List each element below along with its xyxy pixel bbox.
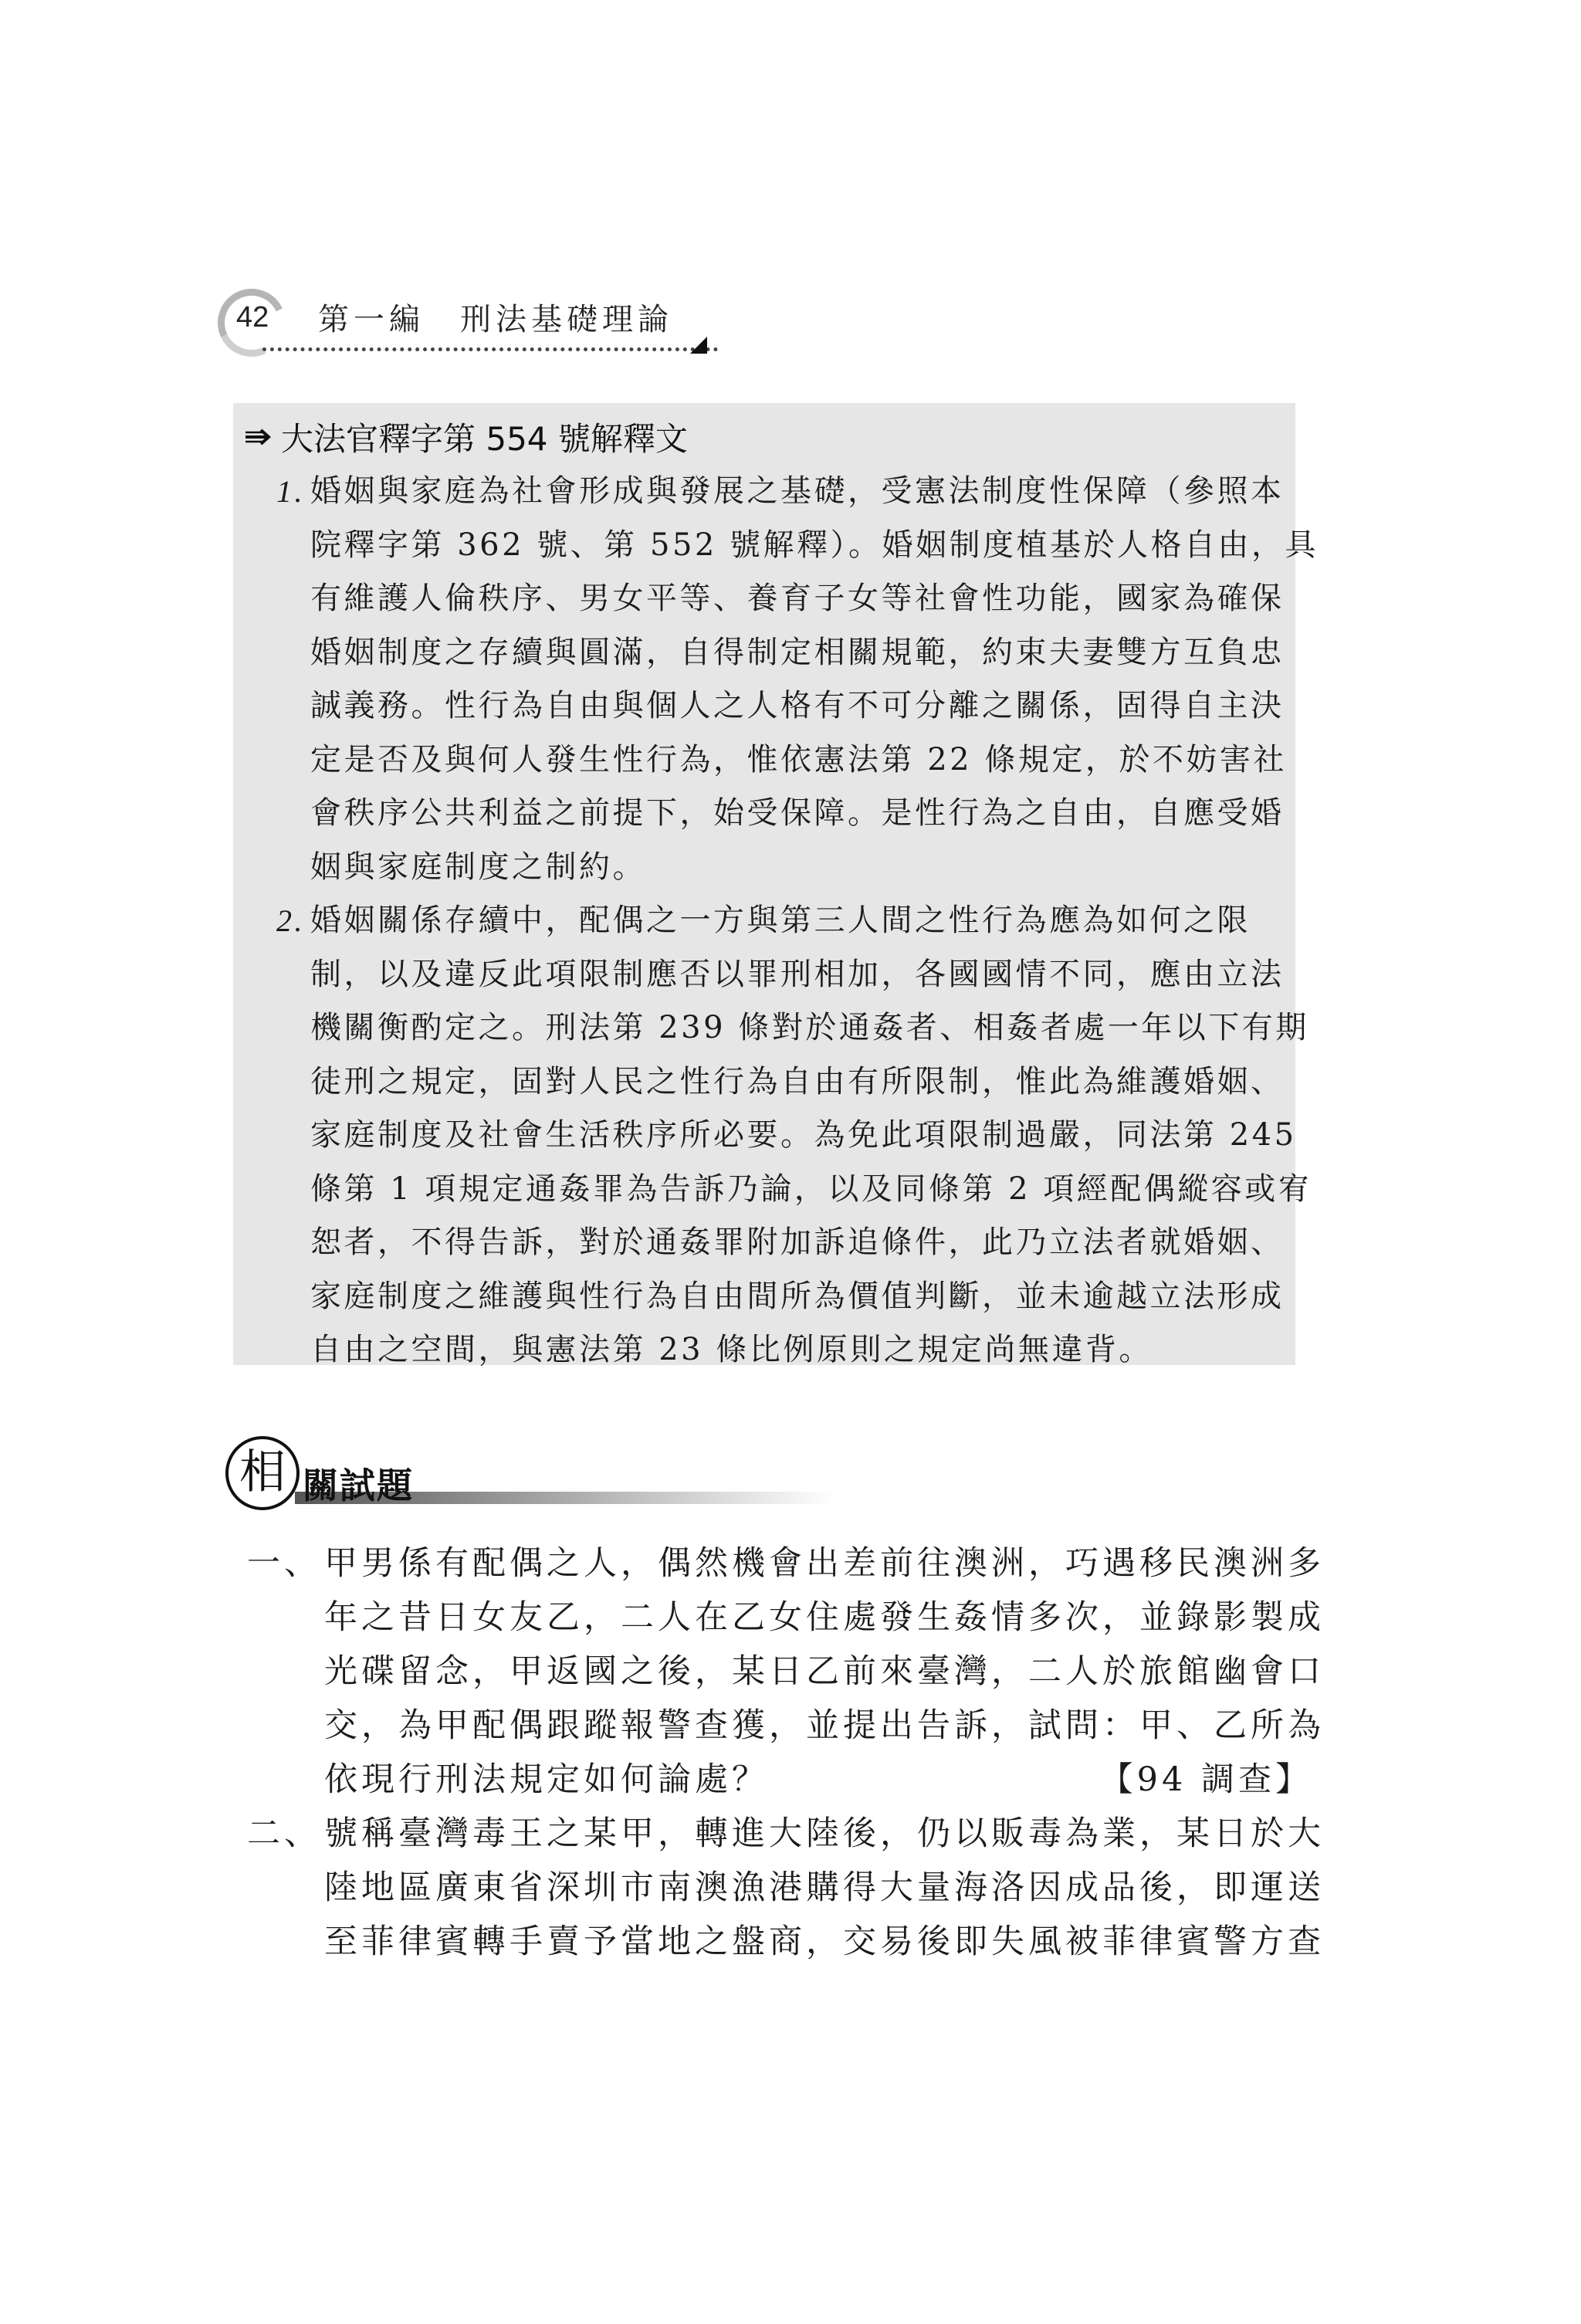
- box-item-line: 會秩序公共利益之前提下，始受保障。是性行為之自由，自應受婚: [310, 795, 1285, 831]
- box-title-text: 大法官釋字第 554 號解釋文: [281, 420, 688, 458]
- box-item-line: 定是否及與何人發生性行為，惟依憲法第 22 條規定，於不妨害社: [310, 741, 1287, 777]
- heading-circle-char: 相: [225, 1436, 300, 1510]
- box-item-2: [276, 894, 1312, 1377]
- question-line: 號稱臺灣毒王之某甲，轉進大陸後，仍以販毒為業，某日於大: [324, 1814, 1325, 1853]
- box-item-line: 院釋字第 362 號、第 552 號解釋）。婚姻制度植基於人格自由，具: [310, 527, 1319, 563]
- box-item-line: 自由之空間，與憲法第 23 條比例原則之規定尚無違背。: [310, 1332, 1153, 1367]
- box-item-line: 制，以及違反此項限制應否以罪刑相加，各國國情不同，應由立法: [310, 956, 1285, 992]
- box-item-number: 2.: [276, 903, 305, 938]
- question-line: 甲男係有配偶之人，偶然機會出差前往澳洲，巧遇移民澳洲多: [324, 1544, 1325, 1583]
- question-line: 年之昔日女友乙，二人在乙女住處發生姦情多次，並錄影製成: [324, 1598, 1325, 1637]
- box-item-line: 條第 1 項規定通姦罪為告訴乃論，以及同條第 2 項經配偶縱容或宥: [310, 1170, 1312, 1207]
- related-questions-heading: [225, 1436, 843, 1521]
- box-item-line: 恕者，不得告訴，對於通姦罪附加訴追條件，此乃立法者就婚姻、: [310, 1225, 1285, 1260]
- running-header: [218, 278, 712, 363]
- header-dotted-rule: [262, 347, 718, 351]
- box-item-line: 婚姻與家庭為社會形成與發展之基礎，受憲法制度性保障（參照本: [310, 473, 1285, 509]
- header-corner-triangle-icon: [690, 337, 707, 354]
- box-item-line: 姻與家庭制度之制約。: [310, 849, 646, 885]
- question-1: [247, 1536, 1325, 1807]
- box-item-line: 家庭制度之維護與性行為自由間所為價值判斷，並未逾越立法形成: [310, 1278, 1285, 1314]
- pointing-arrow-icon: [244, 425, 278, 449]
- question-line: 陸地區廣東省深圳市南澳漁港購得大量海洛因成品後，即運送: [324, 1868, 1325, 1907]
- box-item-line: 機關衡酌定之。刑法第 239 條對於通姦者、相姦者處一年以下有期: [310, 1010, 1309, 1045]
- question-line: 至菲律賓轉手賣予當地之盤商，交易後即失風被菲律賓警方查: [324, 1923, 1325, 1961]
- chapter-title: 第一編 刑法基礎理論: [318, 302, 673, 337]
- heading-text: 關試題: [303, 1465, 414, 1506]
- box-item-line: 有維護人倫秩序、男女平等、養育子女等社會性功能，國家為確保: [310, 581, 1285, 616]
- box-item-1: [276, 465, 1319, 894]
- question-number: 一、: [247, 1544, 321, 1583]
- interpretation-box: [233, 403, 1319, 1367]
- box-item-line: 婚姻關係存續中，配偶之一方與第三人間之性行為應為如何之限: [310, 903, 1251, 938]
- question-line: 依現行刑法規定如何論處？: [324, 1760, 769, 1799]
- page-number: 42: [236, 301, 269, 334]
- question-line: 交，為甲配偶跟蹤報警查獲，並提出告訴，試問：甲、乙所為: [324, 1706, 1325, 1745]
- exam-source-tag: 【94 調查】: [1099, 1760, 1312, 1799]
- box-item-line: 婚姻制度之存續與圓滿，自得制定相關規範，約束夫妻雙方互負忠: [310, 634, 1285, 670]
- question-body: [324, 1807, 1325, 1969]
- question-number: 二、: [247, 1814, 321, 1853]
- box-title: [244, 414, 688, 460]
- question-2: [247, 1807, 1325, 1977]
- box-item-line: 誠義務。性行為自由與個人之人格有不可分離之關係，固得自主決: [310, 688, 1285, 723]
- question-line: 光碟留念，甲返國之後，某日乙前來臺灣，二人於旅館幽會口: [324, 1652, 1325, 1691]
- box-item-line: 家庭制度及社會生活秩序所必要。為免此項限制過嚴，同法第 245: [310, 1117, 1297, 1153]
- box-item-number: 1.: [276, 474, 305, 509]
- box-item-line: 徒刑之規定，固對人民之性行為自由有所限制，惟此為維護婚姻、: [310, 1063, 1285, 1099]
